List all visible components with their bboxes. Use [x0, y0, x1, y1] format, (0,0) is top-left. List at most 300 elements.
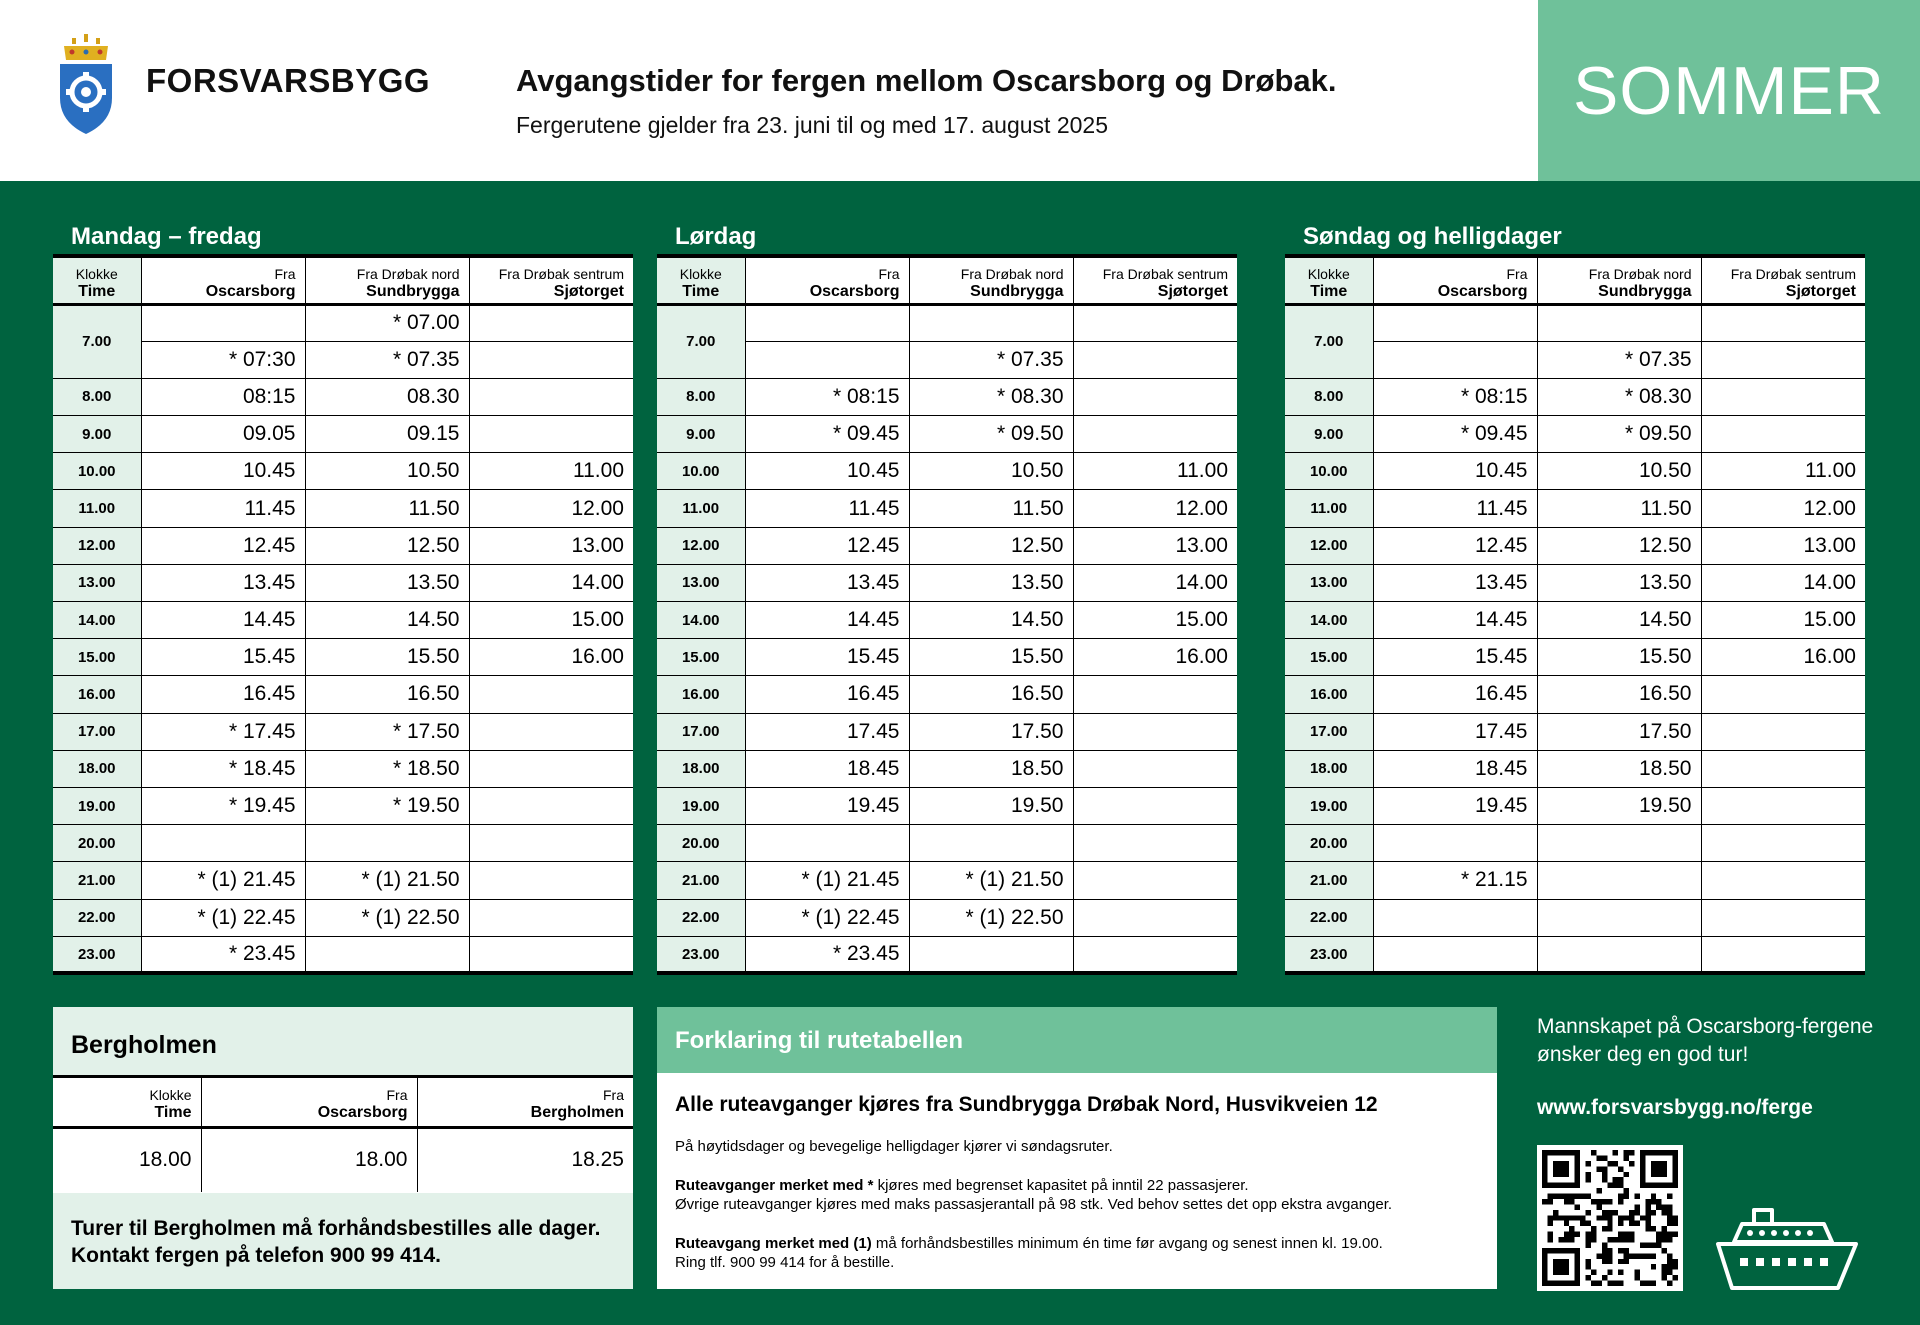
hour-cell: 20.00: [1285, 825, 1373, 862]
departure-cell: [1073, 378, 1237, 415]
departure-cell: 16.50: [909, 676, 1073, 713]
departure-cell: [469, 936, 633, 973]
departure-cell: 10.45: [1373, 453, 1537, 490]
hour-cell: 15.00: [657, 639, 745, 676]
schedule-weekdays: [53, 220, 633, 975]
departure-cell: 14.00: [1701, 564, 1865, 601]
hour-cell: 11.00: [657, 490, 745, 527]
table-row: [657, 304, 1237, 341]
table-row: [657, 564, 1237, 601]
departure-cell: [1073, 825, 1237, 862]
departure-cell: 16.00: [1701, 639, 1865, 676]
departure-cell: 18.45: [745, 750, 909, 787]
schedule-title: Mandag – fredag: [71, 223, 262, 250]
table-row: [53, 527, 633, 564]
bergholmen-note: Turer til Bergholmen må forhåndsbestilles alle dager. Kontakt fergen på telefon 900 99 414.: [53, 1193, 633, 1289]
table-row: [53, 936, 633, 973]
hour-cell: 23.00: [657, 936, 745, 973]
departure-cell: [469, 899, 633, 936]
table-row: [657, 899, 1237, 936]
departure-cell: [1701, 936, 1865, 973]
departure-cell: [1701, 416, 1865, 453]
departure-cell: [141, 825, 305, 862]
table-row: [657, 750, 1237, 787]
departure-cell: [469, 862, 633, 899]
departure-cell: * 07:30: [141, 341, 305, 378]
departure-cell: * (1) 22.45: [745, 899, 909, 936]
schedule-title: Lørdag: [675, 223, 757, 250]
hour-cell: 23.00: [1285, 936, 1373, 973]
departure-cell: * 21.15: [1373, 862, 1537, 899]
departure-cell: 12.45: [745, 527, 909, 564]
departure-cell: [1073, 787, 1237, 824]
departure-cell: 16.00: [469, 639, 633, 676]
table-row: [1285, 676, 1865, 713]
hour-cell: 17.00: [53, 713, 141, 750]
table-row: [53, 564, 633, 601]
hour-cell: 12.00: [53, 527, 141, 564]
departure-cell: [469, 787, 633, 824]
hour-cell: 22.00: [657, 899, 745, 936]
table-cell: 18.25: [417, 1128, 633, 1192]
table-row: [53, 862, 633, 899]
departure-cell: [1073, 416, 1237, 453]
legend-star-note: Ruteavganger merket med * kjøres med begrenset kapasitet på inntil 22 passasjerer. Øvrige ruteavganger kjøres med maks passasjerantall på 98 stk. Ved behov settes det opp ekstra avganger.: [675, 1177, 1393, 1213]
departure-cell: [909, 936, 1073, 973]
timetable: [53, 254, 633, 975]
table-row: [1285, 787, 1865, 824]
hour-cell: 18.00: [1285, 750, 1373, 787]
col-header-hour: Klokke Time: [1285, 256, 1373, 304]
hour-cell: 7.00: [53, 304, 141, 378]
departure-cell: 12.50: [909, 527, 1073, 564]
table-row: [1285, 862, 1865, 899]
table-row: [53, 490, 633, 527]
departure-cell: [141, 304, 305, 341]
departure-cell: * (1) 22.45: [141, 899, 305, 936]
departure-cell: 12.50: [305, 527, 469, 564]
col-header-hour: Klokke Time: [657, 256, 745, 304]
departure-cell: 09.05: [141, 416, 305, 453]
col-header-oscarsborg: Fra Oscarsborg: [745, 256, 909, 304]
departure-cell: 11.00: [469, 453, 633, 490]
hour-cell: 8.00: [53, 378, 141, 415]
departure-cell: * (1) 21.45: [141, 862, 305, 899]
departure-cell: 10.50: [1537, 453, 1701, 490]
hour-cell: 16.00: [53, 676, 141, 713]
departure-cell: 16.45: [141, 676, 305, 713]
hour-cell: 11.00: [1285, 490, 1373, 527]
hour-cell: 12.00: [1285, 527, 1373, 564]
table-row: [53, 825, 633, 862]
table-row: [53, 713, 633, 750]
table-row: [53, 1128, 633, 1192]
departure-cell: 15.50: [1537, 639, 1701, 676]
departure-cell: 11.45: [745, 490, 909, 527]
departure-cell: * 08.30: [1537, 378, 1701, 415]
departure-cell: 13.50: [909, 564, 1073, 601]
departure-cell: 12.00: [1073, 490, 1237, 527]
departure-cell: * 18.45: [141, 750, 305, 787]
table-cell: 18.00: [201, 1128, 417, 1192]
departure-cell: 19.45: [1373, 787, 1537, 824]
bergholmen-panel: [53, 1007, 633, 1289]
table-row: [657, 862, 1237, 899]
departure-cell: [1701, 899, 1865, 936]
departure-cell: * 17.50: [305, 713, 469, 750]
table-row: [53, 639, 633, 676]
departure-cell: 11.00: [1073, 453, 1237, 490]
departure-cell: 15.00: [469, 602, 633, 639]
departure-cell: 15.45: [1373, 639, 1537, 676]
schedule-title: Søndag og helligdager: [1303, 223, 1562, 250]
departure-cell: [1701, 304, 1865, 341]
departure-cell: [1073, 862, 1237, 899]
table-row: [657, 378, 1237, 415]
departure-cell: [745, 825, 909, 862]
departure-cell: [745, 341, 909, 378]
table-row: [53, 602, 633, 639]
departure-cell: 08.30: [305, 378, 469, 415]
departure-cell: * (1) 22.50: [305, 899, 469, 936]
departure-cell: 10.45: [745, 453, 909, 490]
table-row: [1285, 490, 1865, 527]
departure-cell: 11.50: [1537, 490, 1701, 527]
departure-cell: * 07.35: [909, 341, 1073, 378]
hour-cell: 17.00: [1285, 713, 1373, 750]
hour-cell: 13.00: [1285, 564, 1373, 601]
departure-cell: [1373, 304, 1537, 341]
departure-cell: * 07.35: [305, 341, 469, 378]
table-row: [657, 825, 1237, 862]
departure-cell: [1373, 936, 1537, 973]
departure-cell: 16.00: [1073, 639, 1237, 676]
departure-cell: [469, 713, 633, 750]
side-info: [1537, 1013, 1877, 1120]
departure-cell: * 07.35: [1537, 341, 1701, 378]
table-row: [53, 378, 633, 415]
departure-cell: 13.00: [469, 527, 633, 564]
col-header-sjotorget: Fra Drøbak sentrum Sjøtorget: [1701, 256, 1865, 304]
table-row: [53, 787, 633, 824]
greeting-text: Mannskapet på Oscarsborg-fergene ønsker deg en god tur!: [1537, 1015, 1874, 1066]
hour-cell: 9.00: [657, 416, 745, 453]
departure-cell: 12.45: [1373, 527, 1537, 564]
table-row: [657, 453, 1237, 490]
departure-cell: 11.50: [909, 490, 1073, 527]
hour-cell: 17.00: [657, 713, 745, 750]
website-link[interactable]: www.forsvarsbygg.no/ferge: [1537, 1096, 1813, 1119]
table-row: [1285, 527, 1865, 564]
col-header-bergholmen: Fra Bergholmen: [417, 1077, 633, 1128]
departure-cell: 16.50: [1537, 676, 1701, 713]
hour-cell: 14.00: [657, 602, 745, 639]
departure-cell: 13.00: [1073, 527, 1237, 564]
departure-cell: 16.45: [1373, 676, 1537, 713]
departure-cell: 14.45: [1373, 602, 1537, 639]
departure-cell: [1537, 862, 1701, 899]
departure-cell: 12.00: [1701, 490, 1865, 527]
departure-cell: 13.00: [1701, 527, 1865, 564]
departure-cell: [1073, 304, 1237, 341]
hour-cell: 11.00: [53, 490, 141, 527]
departure-cell: [1701, 378, 1865, 415]
table-row: [1285, 453, 1865, 490]
legend-booking-note: Ruteavgang merket med (1) må forhåndsbestilles minimum én time før avgang og senest innen kl. 19.00. Ring tlf. 900 99 414 for å bestille.: [675, 1235, 1383, 1271]
table-row: [1285, 936, 1865, 973]
hour-cell: 21.00: [53, 862, 141, 899]
departure-cell: [1373, 899, 1537, 936]
hour-cell: 10.00: [53, 453, 141, 490]
col-header-sundbrygga: Fra Drøbak nord Sundbrygga: [1537, 256, 1701, 304]
table-row: [1285, 416, 1865, 453]
table-row: [53, 899, 633, 936]
departure-cell: 14.50: [909, 602, 1073, 639]
departure-cell: 12.00: [469, 490, 633, 527]
departure-cell: [469, 416, 633, 453]
hour-cell: 14.00: [1285, 602, 1373, 639]
departure-cell: 19.45: [745, 787, 909, 824]
departure-cell: 09.15: [305, 416, 469, 453]
departure-cell: [469, 304, 633, 341]
hour-cell: 19.00: [657, 787, 745, 824]
departure-cell: 17.50: [1537, 713, 1701, 750]
col-header-sundbrygga: Fra Drøbak nord Sundbrygga: [305, 256, 469, 304]
departure-cell: 10.45: [141, 453, 305, 490]
col-header-hour: Klokke Time: [53, 1077, 201, 1128]
departure-cell: 17.45: [1373, 713, 1537, 750]
departure-cell: 15.50: [305, 639, 469, 676]
departure-cell: 15.45: [745, 639, 909, 676]
table-row: [53, 750, 633, 787]
departure-cell: 15.00: [1701, 602, 1865, 639]
departure-cell: [1701, 787, 1865, 824]
col-header-sundbrygga: Fra Drøbak nord Sundbrygga: [909, 256, 1073, 304]
departure-cell: [1373, 825, 1537, 862]
table-row: [53, 676, 633, 713]
hour-cell: 19.00: [1285, 787, 1373, 824]
hour-cell: 23.00: [53, 936, 141, 973]
departure-cell: * 08.30: [909, 378, 1073, 415]
departure-cell: 14.45: [141, 602, 305, 639]
departure-cell: * (1) 21.45: [745, 862, 909, 899]
table-row: [1285, 639, 1865, 676]
departure-cell: [305, 825, 469, 862]
departure-cell: [469, 825, 633, 862]
table-row: [1285, 602, 1865, 639]
table-row: [1285, 713, 1865, 750]
table-row: [657, 490, 1237, 527]
departure-cell: * 09.50: [1537, 416, 1701, 453]
bergholmen-title: Bergholmen: [53, 1007, 633, 1075]
table-row: [1285, 564, 1865, 601]
table-row: [1285, 304, 1865, 341]
departure-cell: * 23.45: [141, 936, 305, 973]
table-row: [1285, 750, 1865, 787]
departure-cell: [1701, 676, 1865, 713]
col-header-sjotorget: Fra Drøbak sentrum Sjøtorget: [1073, 256, 1237, 304]
hour-cell: 15.00: [1285, 639, 1373, 676]
departure-cell: [1701, 341, 1865, 378]
departure-cell: 13.45: [745, 564, 909, 601]
departure-cell: [1073, 713, 1237, 750]
departure-cell: * 19.50: [305, 787, 469, 824]
hour-cell: 18.00: [657, 750, 745, 787]
table-row: [53, 416, 633, 453]
departure-cell: 14.00: [469, 564, 633, 601]
departure-cell: 16.45: [745, 676, 909, 713]
hour-cell: 20.00: [53, 825, 141, 862]
table-row: [1285, 825, 1865, 862]
departure-cell: * 07.00: [305, 304, 469, 341]
hour-cell: 18.00: [53, 750, 141, 787]
departure-cell: [1073, 341, 1237, 378]
legend-title: Forklaring til rutetabellen: [657, 1007, 1497, 1073]
departure-cell: [305, 936, 469, 973]
table-row: [657, 639, 1237, 676]
departure-cell: * 09.50: [909, 416, 1073, 453]
hour-cell: 22.00: [1285, 899, 1373, 936]
table-row: [1285, 899, 1865, 936]
departure-cell: [469, 750, 633, 787]
col-header-oscarsborg: Fra Oscarsborg: [201, 1077, 417, 1128]
departure-cell: 12.50: [1537, 527, 1701, 564]
departure-cell: 13.50: [1537, 564, 1701, 601]
hour-cell: 13.00: [53, 564, 141, 601]
col-header-oscarsborg: Fra Oscarsborg: [141, 256, 305, 304]
departure-cell: [1073, 750, 1237, 787]
departure-cell: 10.50: [305, 453, 469, 490]
bergholmen-table: [53, 1075, 633, 1192]
departure-cell: [1073, 936, 1237, 973]
departure-cell: 10.50: [909, 453, 1073, 490]
departure-cell: [1537, 899, 1701, 936]
departure-cell: [469, 378, 633, 415]
departure-cell: * (1) 22.50: [909, 899, 1073, 936]
table-row: [657, 602, 1237, 639]
departure-cell: [1073, 899, 1237, 936]
table-row: [657, 936, 1237, 973]
legend-main-note: Alle ruteavganger kjøres fra Sundbrygga Drøbak Nord, Husvikveien 12: [675, 1093, 1378, 1116]
departure-cell: 15.00: [1073, 602, 1237, 639]
departure-cell: * 18.50: [305, 750, 469, 787]
legend-panel: [657, 1007, 1497, 1289]
col-header-sjotorget: Fra Drøbak sentrum Sjøtorget: [469, 256, 633, 304]
table-row: [657, 713, 1237, 750]
departure-cell: 14.50: [305, 602, 469, 639]
page-subtitle: Fergerutene gjelder fra 23. juni til og med 17. august 2025: [516, 112, 1108, 138]
departure-cell: * (1) 21.50: [305, 862, 469, 899]
departure-cell: [1701, 750, 1865, 787]
schedule-sunday-holidays: [1285, 220, 1865, 975]
departure-cell: 15.45: [141, 639, 305, 676]
departure-cell: 13.45: [141, 564, 305, 601]
departure-cell: 11.50: [305, 490, 469, 527]
timetable: [1285, 254, 1865, 975]
departure-cell: [1537, 825, 1701, 862]
header: [0, 0, 1920, 181]
departure-cell: * 23.45: [745, 936, 909, 973]
departure-cell: 08:15: [141, 378, 305, 415]
departure-cell: [909, 825, 1073, 862]
departure-cell: 13.50: [305, 564, 469, 601]
season-badge: SOMMER: [1538, 0, 1920, 181]
hour-cell: 10.00: [657, 453, 745, 490]
hour-cell: 7.00: [1285, 304, 1373, 378]
departure-cell: [1701, 713, 1865, 750]
departure-cell: 11.00: [1701, 453, 1865, 490]
departure-cell: 19.50: [909, 787, 1073, 824]
departure-cell: * 19.45: [141, 787, 305, 824]
departure-cell: 18.45: [1373, 750, 1537, 787]
departure-cell: 18.50: [909, 750, 1073, 787]
table-row: [657, 787, 1237, 824]
table-row: [657, 676, 1237, 713]
departure-cell: [745, 304, 909, 341]
table-cell: 18.00: [138, 1148, 192, 1172]
table-row: [657, 527, 1237, 564]
hour-cell: 9.00: [53, 416, 141, 453]
col-header-oscarsborg: Fra Oscarsborg: [1373, 256, 1537, 304]
departure-cell: 11.45: [1373, 490, 1537, 527]
departure-cell: [1373, 341, 1537, 378]
departure-cell: 12.45: [141, 527, 305, 564]
table-row: [657, 416, 1237, 453]
schedule-saturday: [657, 220, 1237, 975]
departure-cell: [469, 341, 633, 378]
departure-cell: 19.50: [1537, 787, 1701, 824]
table-row: [1285, 378, 1865, 415]
departure-cell: 13.45: [1373, 564, 1537, 601]
hour-cell: 10.00: [1285, 453, 1373, 490]
crown-shield-logo-icon: [56, 34, 116, 136]
departure-cell: * 08:15: [1373, 378, 1537, 415]
hour-cell: 9.00: [1285, 416, 1373, 453]
departure-cell: [1537, 936, 1701, 973]
table-row: [53, 453, 633, 490]
departure-cell: [1073, 676, 1237, 713]
hour-cell: 14.00: [53, 602, 141, 639]
timetable: [657, 254, 1237, 975]
col-header-hour: Klokke Time: [53, 256, 141, 304]
departure-cell: [469, 676, 633, 713]
departure-cell: * 09.45: [745, 416, 909, 453]
departure-cell: [1701, 862, 1865, 899]
departure-cell: 17.45: [745, 713, 909, 750]
departure-cell: 14.45: [745, 602, 909, 639]
legend-holiday-note: På høytidsdager og bevegelige helligdager kjører vi søndagsruter.: [675, 1138, 1113, 1155]
departure-cell: [1537, 304, 1701, 341]
hour-cell: 8.00: [657, 378, 745, 415]
departure-cell: 11.45: [141, 490, 305, 527]
hour-cell: 21.00: [657, 862, 745, 899]
qr-code-icon[interactable]: [1537, 1145, 1683, 1291]
departure-cell: * 08:15: [745, 378, 909, 415]
brand-name: FORSVARSBYGG: [146, 62, 431, 99]
table-row: [53, 304, 633, 341]
departure-cell: 14.50: [1537, 602, 1701, 639]
departure-cell: 18.50: [1537, 750, 1701, 787]
departure-cell: [909, 304, 1073, 341]
ferry-ship-icon: [1712, 1200, 1862, 1295]
departure-cell: [1701, 825, 1865, 862]
hour-cell: 7.00: [657, 304, 745, 378]
hour-cell: 19.00: [53, 787, 141, 824]
page-title: Avgangstider for fergen mellom Oscarsborg og Drøbak.: [516, 63, 1337, 98]
hour-cell: 16.00: [657, 676, 745, 713]
departure-cell: 16.50: [305, 676, 469, 713]
hour-cell: 20.00: [657, 825, 745, 862]
